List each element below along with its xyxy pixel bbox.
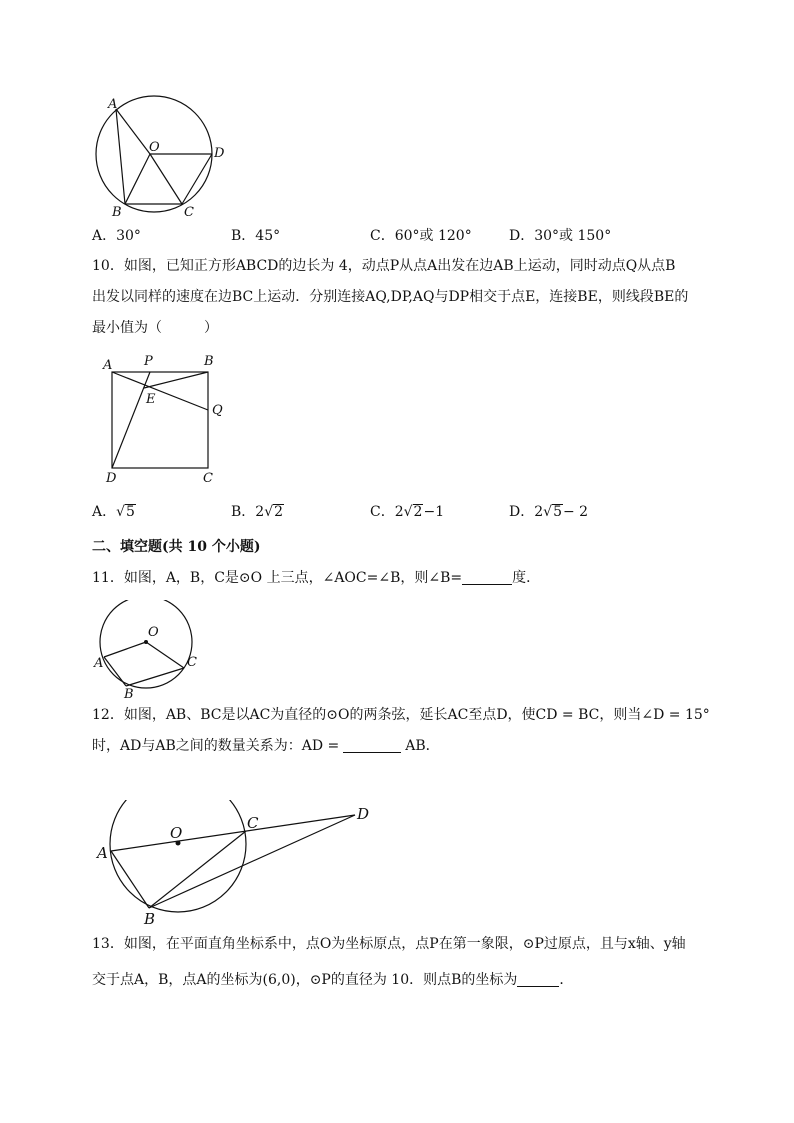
q10-option-a: A．√5 xyxy=(92,504,135,520)
q9-label-d: D xyxy=(214,146,225,161)
q10-label-a: A xyxy=(103,358,113,373)
q9-figure xyxy=(90,92,240,222)
q12-line-2: 时，AD与AB之间的数量关系为：AD = AB． xyxy=(92,738,440,754)
q9-option-c: C．60°或 120° xyxy=(370,228,472,244)
q11-label-c: C xyxy=(187,655,197,670)
q12-line-1: 12．如图，AB、BC是以AC为直径的⊙O的两条弦，延长AC至点D，使CD = BC，则当∠D = 15° xyxy=(92,707,710,723)
q13-answer-blank[interactable] xyxy=(517,972,559,987)
q12-label-b: B xyxy=(144,910,156,928)
q9-label-a: A xyxy=(108,97,118,112)
q10-option-b: B．2√2 xyxy=(231,504,284,520)
q10-line-2: 出发以同样的速度在边BC上运动．分别连接AQ,DP,AQ与DP相交于点E，连接BE，则线段BE的 xyxy=(92,289,689,305)
q9-label-b: B xyxy=(112,205,122,220)
q9-option-d: D．30°或 150° xyxy=(509,228,612,244)
q10-label-q: Q xyxy=(212,403,223,418)
q10-option-c: C．2√2−1 xyxy=(370,504,445,520)
q11-figure xyxy=(92,600,212,700)
q10-label-b: B xyxy=(204,354,214,369)
q9-label-c: C xyxy=(184,205,194,220)
q10-option-b-radicand: 2 xyxy=(274,504,284,520)
q9-label-o: O xyxy=(149,140,160,155)
q10-label-d: D xyxy=(106,471,117,486)
q10-option-a-radicand: 5 xyxy=(126,504,135,520)
q12-label-d: D xyxy=(357,805,370,823)
section-heading: 二、填空题(共 10 个小题) xyxy=(92,539,261,555)
q10-line-1: 10．如图，已知正方形ABCD的边长为 4，动点P从点A出发在边AB上运动，同时动点Q从点B xyxy=(92,258,676,274)
q12-label-o: O xyxy=(170,824,183,842)
q11-answer-blank[interactable] xyxy=(462,570,512,585)
q11-label-a: A xyxy=(94,656,104,671)
q11-text: 11．如图，A，B，C是⊙O 上三点，∠AOC=∠B，则∠B= 度． xyxy=(92,570,541,586)
q9-option-b: B．45° xyxy=(231,228,281,244)
q10-label-e: E xyxy=(146,392,156,407)
q12-figure xyxy=(92,800,382,928)
q9-option-a: A．30° xyxy=(92,228,141,244)
q12-label-a: A xyxy=(97,844,108,862)
q10-label-p: P xyxy=(144,354,153,369)
q10-option-d-radicand: 5 xyxy=(553,504,562,520)
q11-label-o: O xyxy=(148,625,159,640)
q12-label-c: C xyxy=(247,814,259,832)
q12-answer-blank[interactable] xyxy=(343,738,401,753)
q10-option-c-radicand: 2 xyxy=(413,504,423,520)
q13-line-2: 交于点A，B，点A的坐标为(6,0)，⊙P的直径为 10．则点B的坐标为 ． xyxy=(92,972,574,988)
q10-option-d: D．2√5− 2 xyxy=(509,504,589,520)
q10-figure xyxy=(98,352,238,486)
q10-label-c: C xyxy=(203,471,213,486)
q10-line-3: 最小值为（ ） xyxy=(92,320,218,336)
q13-line-1: 13．如图，在平面直角坐标系中，点O为坐标原点，点P在第一象限，⊙P过原点，且与x轴、y轴 xyxy=(92,936,686,952)
q11-label-b: B xyxy=(124,687,134,700)
